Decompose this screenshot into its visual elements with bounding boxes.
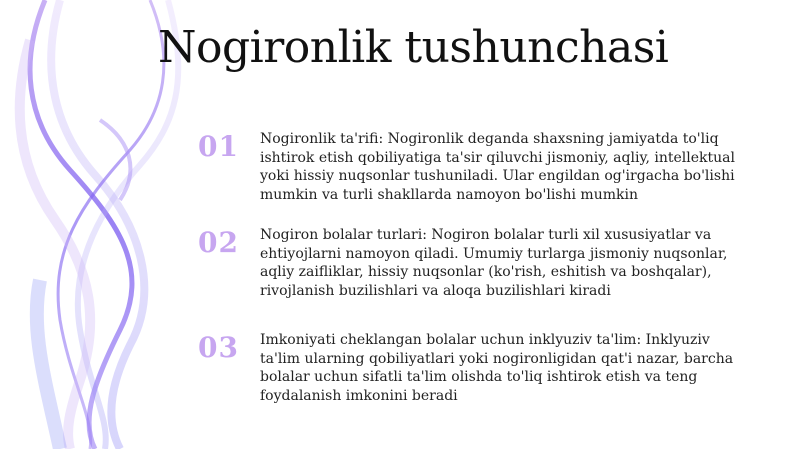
item-number: 01	[198, 130, 239, 163]
item-text: Nogiron bolalar turlari: Nogiron bolalar turli xil xususiyatlar va ehtiyojlarni namoyon qiladi. Umumiy turlarga jismoniy nuqsonlar, aqliy zaifliklar, hissiy nuqsonlar (ko'rish, eshitish va boshqalar), rivojlanish buzilishlari va aloqa buzilishlari kiradi	[260, 227, 728, 299]
item-text: Imkoniyati cheklangan bolalar uchun inklyuziv ta'lim: Inklyuziv ta'lim ularning qobiliyatlari yoki nogironligidan qat'i nazar, barcha bolalar uchun sifatli ta'lim olishda to'liq ishtirok etish va teng foydalanish imkonini beradi	[260, 332, 734, 404]
slide-title: Nogironlik tushunchasi	[158, 22, 669, 73]
item-number: 02	[198, 226, 239, 259]
item-number: 03	[198, 331, 239, 364]
item-text: Nogironlik ta'rifi: Nogironlik deganda shaxsning jamiyatda to'liq ishtirok etish qobiliyatiga ta'sir qiluvchi jismoniy, aqliy, intellektual yoki hissiy nuqsonlar tushuniladi. Ular engildan og'irgacha bo'lishi mumkin va turli shakllarda namoyon bo'lishi mumkin	[260, 131, 735, 203]
